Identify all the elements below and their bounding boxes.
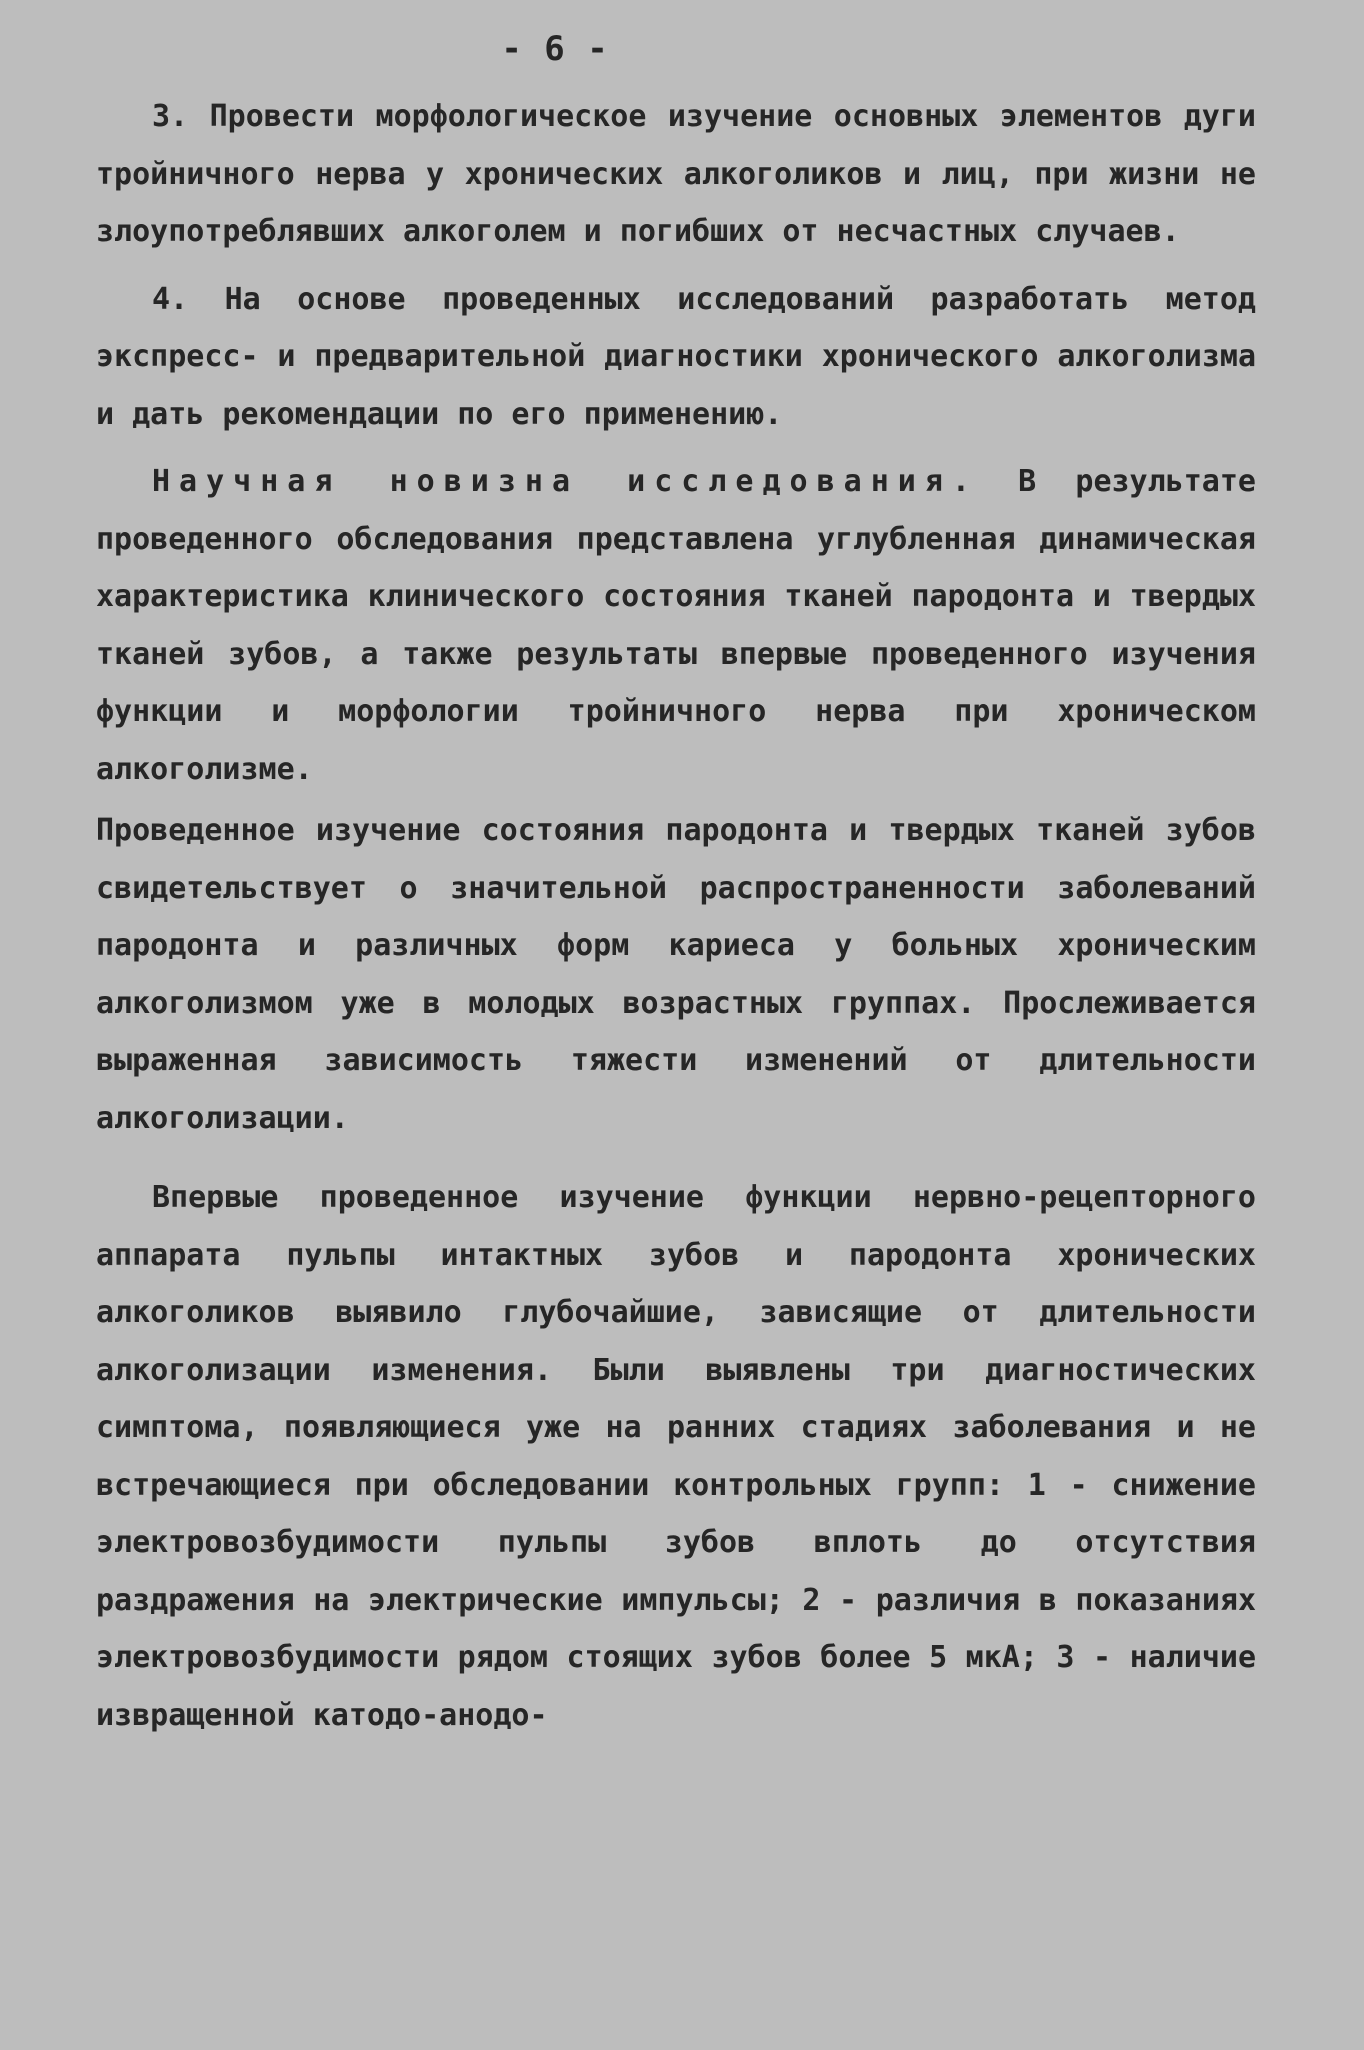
paragraph-periodontium-study: Проведенное изучение состояния пародонта и твердых тканей зубов свидетельствует о значительной распространенности заболеваний пародонта и различных форм кариеса у больных хроническим алкоголизмом уже в молодых возрастных группах. Прослеживается выраженная зависимость тяжести изменений от длительности алкоголизации.: [96, 813, 1256, 1136]
paragraph-item-3: 3. Провести морфологическое изучение основных элементов дуги тройничного нерва у хронических алкоголиков и лиц, при жизни не злоупотреблявших алкоголем и погибших от несчастных случаев.: [96, 99, 1256, 249]
paragraph-neuroreceptor-study: Впервые проведенное изучение функции нервно-рецепторного аппарата пульпы интактных зубов и пародонта хронических алкоголиков выявило глубочайшие, зависящие от длительности алкоголизации изменения. Были выявлены три диагностических симптома, появляющиеся уже на ранних стадиях заболевания и не встречающиеся при обследовании контрольных групп: 1 - снижение электровозбудимости пульпы зубов вплоть до отсутствия раздражения на электрические импульсы; 2 - различия в показаниях электровозбудимости рядом стоящих зубов более 5 мкА; 3 - наличие извращенной катодо-анодо-: [96, 1180, 1256, 1733]
paragraph-novelty: [96, 453, 1256, 798]
novelty-text: В результате проведенного обследования представлена углубленная динамическая характеристика клинического состояния тканей пародонта и твердых тканей зубов, а также результаты впервые проведенного изучения функции и морфологии тройничного нерва при хроническом алкоголизме.: [96, 464, 1256, 787]
page-number: - 6 -: [501, 29, 609, 69]
paragraph-item-4: 4. На основе проведенных исследований разработать метод экспресс- и предварительной диагностики хронического алкоголизма и дать рекомендации по его применению.: [96, 281, 1256, 432]
document-body: [96, 88, 1256, 1744]
novelty-heading: Научная новизна исследования.: [152, 464, 979, 499]
